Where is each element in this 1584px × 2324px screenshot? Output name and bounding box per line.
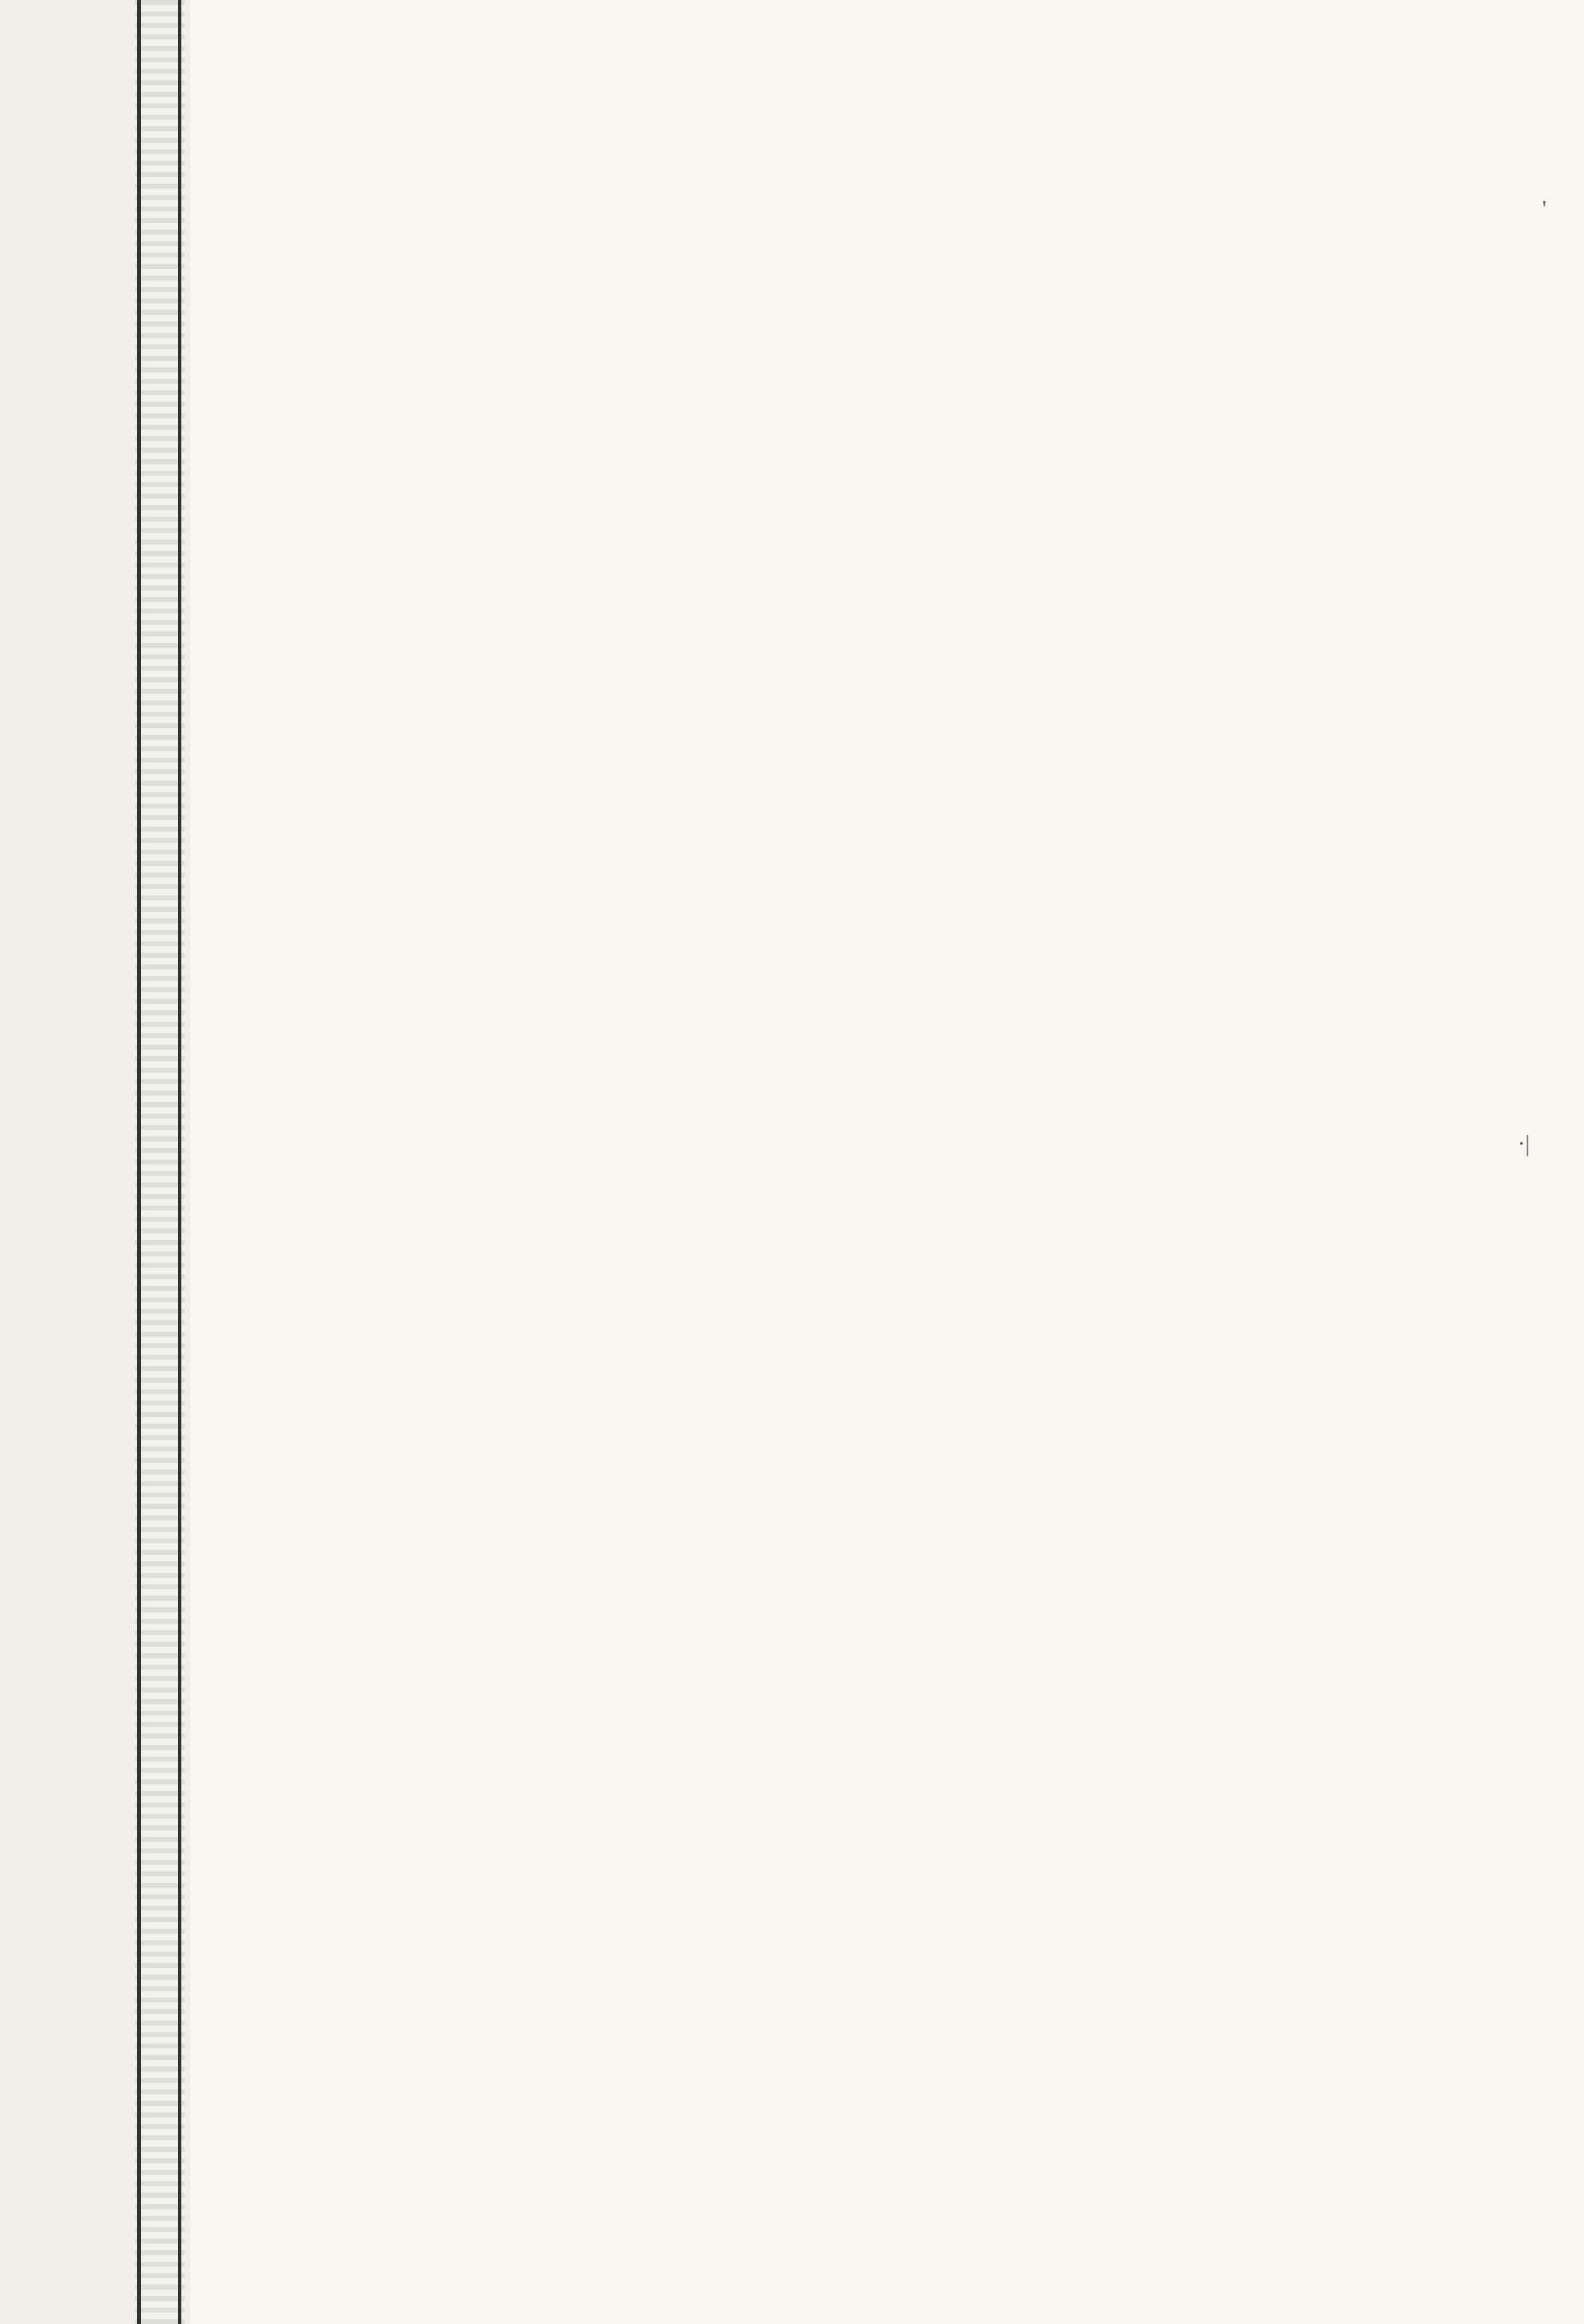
binding-shadow-line [178,0,181,2324]
binding-gutter [135,0,185,2324]
scan-speck: ·| [1518,1132,1530,1157]
scan-speck: ' [1542,197,1547,222]
binding-shadow-line [137,0,141,2324]
